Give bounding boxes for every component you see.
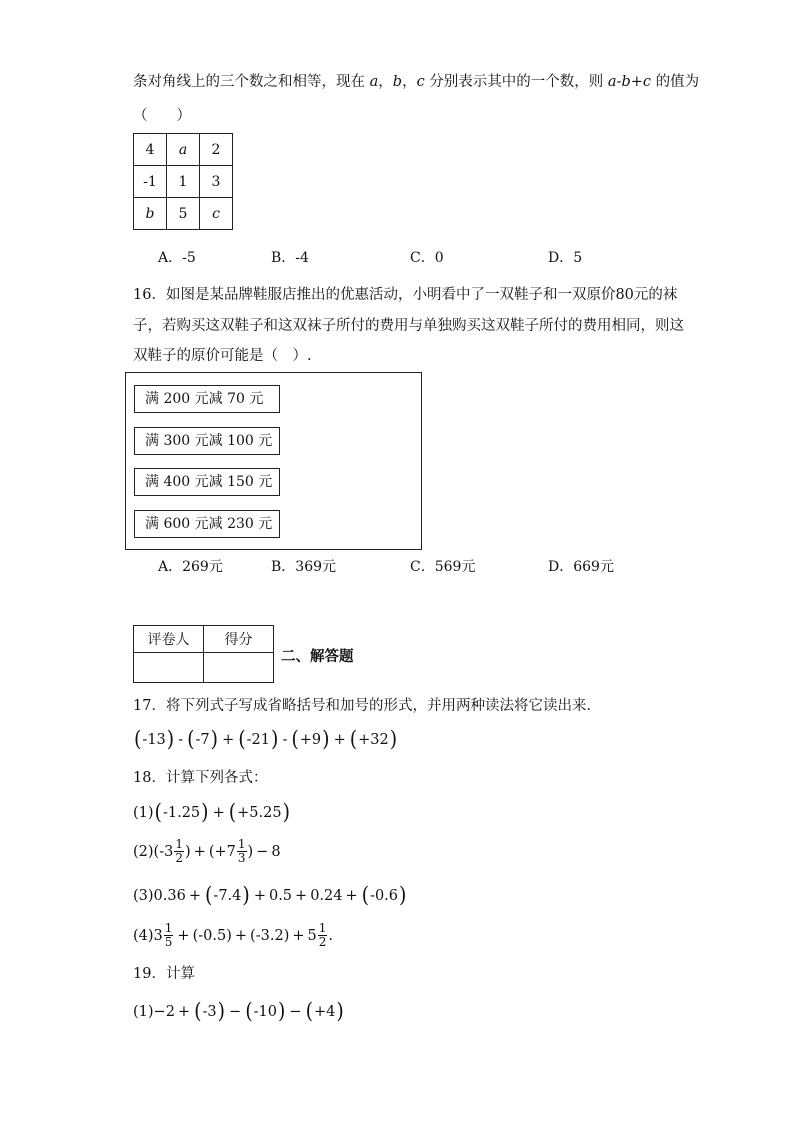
magic-square-grid xyxy=(133,133,233,230)
grid-cell: -1 xyxy=(134,166,167,198)
term: 0.24 xyxy=(310,887,343,904)
term: −2 xyxy=(153,1003,175,1020)
var-c: c xyxy=(416,74,425,90)
operator: + xyxy=(222,731,235,748)
operator: + xyxy=(253,887,266,904)
term: -21 xyxy=(246,731,271,748)
fraction: $\frac{1}{3}$ xyxy=(237,837,246,865)
q16-line-1: 16．如图是某品牌鞋服店推出的优惠活动，小明看中了一双鞋子和一双原价80元的袜 xyxy=(133,287,678,303)
operator: + xyxy=(177,927,190,944)
promo-item: 满 400 元减 150 元 xyxy=(134,468,280,496)
promo-item: 满 200 元减 70 元 xyxy=(134,385,280,413)
term: +32 xyxy=(358,731,389,748)
q16-option-c[interactable]: C．569元 xyxy=(410,559,476,575)
term: -0.5 xyxy=(198,927,227,944)
operator: + xyxy=(295,887,308,904)
operator: + xyxy=(345,887,358,904)
fraction: $\frac{1}{2}$ xyxy=(175,837,183,865)
operator: + xyxy=(188,887,201,904)
q18-part-2: (2) ( -3 $\frac{1}{2}$ ) + ( +7 $\frac{1}{3}$ ) − 8 xyxy=(133,837,281,865)
term: -13 xyxy=(142,731,166,748)
operator: + xyxy=(292,927,305,944)
q15-option-b[interactable]: B．-4 xyxy=(271,250,309,266)
part-label: (1) xyxy=(133,804,154,821)
part-label: (2) xyxy=(133,843,154,860)
q16-option-a[interactable]: A．269元 xyxy=(158,559,223,575)
score-cell-grader[interactable] xyxy=(134,653,204,683)
q15-stem-line xyxy=(133,72,699,92)
q17-expression: ( -13 ) - ( -7 ) + ( -21 ) - ( +9 ) + ( +32 ) xyxy=(134,726,398,752)
part-label: (1) xyxy=(133,1003,154,1020)
comma: ， xyxy=(378,74,393,90)
grid-cell: 4 xyxy=(134,134,167,166)
mixed-int: 5 xyxy=(307,927,317,944)
promo-item: 满 600 元减 230 元 xyxy=(134,510,280,538)
score-header-score: 得分 xyxy=(204,626,274,653)
q16-line-3: 双鞋子的原价可能是（ ）. xyxy=(133,348,312,364)
q19-title: 19．计算 xyxy=(133,966,195,982)
grid-cell: c xyxy=(200,198,233,230)
term: -3.2 xyxy=(255,927,284,944)
operator: - xyxy=(282,731,288,748)
operator: - xyxy=(178,731,184,748)
promotion-box xyxy=(125,372,422,550)
comma: ， xyxy=(402,74,417,90)
period: . xyxy=(328,927,333,944)
operator: − xyxy=(256,843,269,860)
q18-title: 18．计算下列各式： xyxy=(133,770,268,786)
grid-cell: 5 xyxy=(167,198,200,230)
mixed-int: 3 xyxy=(153,927,163,944)
term: +9 xyxy=(299,731,322,748)
q15-text: 分别表示其中的一个数，则 xyxy=(429,74,604,90)
operator: + xyxy=(177,1003,191,1020)
term: -10 xyxy=(253,1003,277,1020)
operator: + xyxy=(333,731,346,748)
q15-text: 的值为 xyxy=(655,74,700,90)
term: 0.36 xyxy=(153,887,186,904)
operator: + xyxy=(193,843,206,860)
q15-option-d[interactable]: D．5 xyxy=(548,250,583,266)
grid-cell: 1 xyxy=(167,166,200,198)
q18-part-1: (1) ( -1.25 ) + ( +5.25 ) xyxy=(133,799,291,825)
part-label: (3) xyxy=(133,887,154,904)
operator: + xyxy=(212,804,225,821)
q15-expression: a-b+c xyxy=(607,74,652,90)
q15-option-a[interactable]: A．-5 xyxy=(158,250,196,266)
q15-text: 条对角线上的三个数之和相等，现在 xyxy=(133,74,365,90)
var-a: a xyxy=(369,74,379,90)
grid-cell: 2 xyxy=(200,134,233,166)
section-title: 二、解答题 xyxy=(281,648,354,665)
mixed-int: +7 xyxy=(214,843,236,860)
var-b: b xyxy=(392,74,403,90)
score-header-grader: 评卷人 xyxy=(134,626,204,653)
term: -7.4 xyxy=(213,887,242,904)
term: +5.25 xyxy=(237,804,282,821)
q15-option-c[interactable]: C．0 xyxy=(410,250,444,266)
term: 8 xyxy=(271,843,281,860)
grid-cell: 3 xyxy=(200,166,233,198)
fraction: $\frac{1}{5}$ xyxy=(164,921,173,949)
q16-line-2: 子，若购买这双鞋子和这双袜子所付的费用与单独购买这双鞋子所付的费用相同，则这 xyxy=(133,318,684,334)
score-table xyxy=(133,625,274,683)
operator: − xyxy=(229,1003,242,1020)
term: +4 xyxy=(313,1003,336,1020)
score-cell-score[interactable] xyxy=(204,653,274,683)
q18-part-3: (3) 0.36 + ( -7.4 ) + 0.5 + 0.24 + ( -0.6 ) xyxy=(133,882,407,908)
q17-text: 17．将下列式子写成省略括号和加号的形式，并用两种读法将它读出来． xyxy=(133,698,601,714)
grid-cell: a xyxy=(167,134,200,166)
term: -7 xyxy=(195,731,210,748)
fraction: $\frac{1}{2}$ xyxy=(318,921,327,949)
term: -0.6 xyxy=(370,887,399,904)
mixed-int: -3 xyxy=(159,843,174,860)
part-label: (4) xyxy=(133,927,154,944)
q16-option-b[interactable]: B．369元 xyxy=(271,559,337,575)
q16-option-d[interactable]: D．669元 xyxy=(548,559,614,575)
q15-blank: （ ） xyxy=(133,108,191,124)
q19-part-1: (1) −2 + ( -3 ) − ( -10 ) − ( +4 ) xyxy=(133,998,344,1024)
grid-cell: b xyxy=(134,198,167,230)
q18-part-4: (4) 3 $\frac{1}{5}$ + ( -0.5 ) + ( -3.2 ) + 5 $\frac{1}{2}$ . xyxy=(133,921,333,949)
term: -3 xyxy=(202,1003,217,1020)
promo-item: 满 300 元减 100 元 xyxy=(134,427,280,455)
term: 0.5 xyxy=(268,887,293,904)
term: -1.25 xyxy=(162,804,201,821)
operator: − xyxy=(289,1003,302,1020)
operator: + xyxy=(234,927,248,944)
